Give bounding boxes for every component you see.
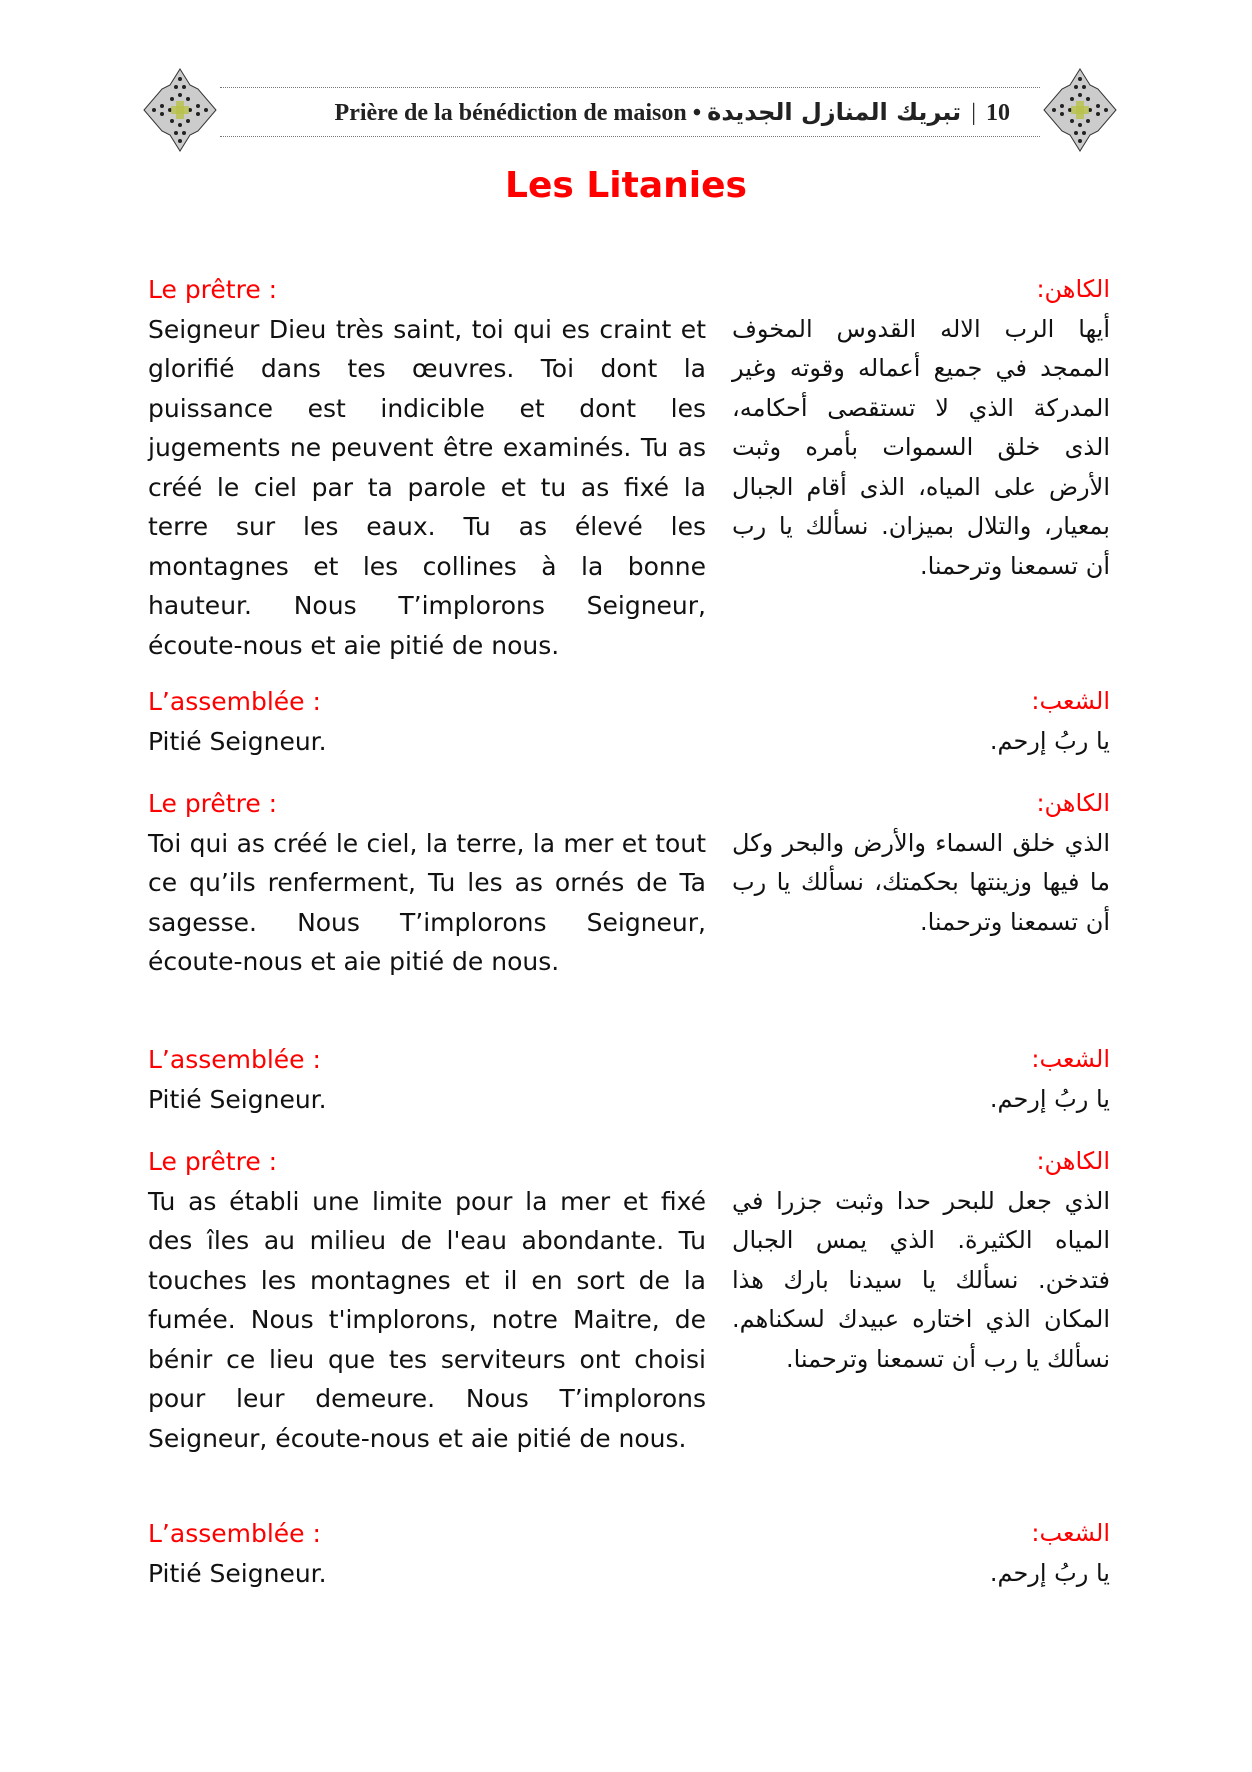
arabic-column — [732, 1514, 1110, 1593]
response-text-fr: Pitié Seigneur. — [148, 1558, 327, 1588]
role-label-ar: الكاهن: — [1036, 275, 1110, 303]
role-label-fr: L’assemblée : — [148, 1519, 321, 1548]
role-label-fr: L’assemblée : — [148, 1045, 321, 1074]
french-column — [148, 682, 706, 761]
header-text — [335, 88, 1010, 136]
role-label-fr: Le prêtre : — [148, 1147, 278, 1176]
header-separator: | — [971, 100, 976, 126]
french-column — [148, 1514, 706, 1593]
response-text-ar: يا ربُ إرحم. — [989, 1084, 1110, 1113]
prayer-text-ar: الذي خلق السماء والأرض والبحر وكل ما فيها وزينتها بحكمتك، نسألك يا رب أن تسمعنا وترحمنا. — [732, 828, 1110, 936]
response-text-fr: Pitié Seigneur. — [148, 726, 327, 756]
role-label-ar: الكاهن: — [1036, 789, 1110, 817]
arabic-column — [732, 1040, 1110, 1119]
prayer-text-fr: Toi qui as créé le ciel, la terre, la mer et tout ce qu’ils renferment, Tu les as ornés de Ta sagesse. Nous T’implorons Seigneur, écoute-nous et aie pitié de nous. — [148, 828, 706, 976]
arabic-column — [732, 682, 1110, 761]
running-header — [140, 65, 1120, 155]
role-label-ar: الشعب: — [1031, 687, 1110, 715]
french-column — [148, 1142, 706, 1458]
role-label-fr: Le prêtre : — [148, 275, 278, 304]
role-label-ar: الكاهن: — [1036, 1147, 1110, 1175]
page-title: Les Litanies — [505, 165, 747, 206]
prayer-text-ar: الذي جعل للبحر حدا وثبت جزرا في المياه الكثيرة. الذي يمس الجبال فتدخن. نسألك يا سيدنا بارك هذا المكان الذي اختاره عبيدك لسكناهم. نسألك يا رب أن تسمعنا وترحمنا. — [732, 1186, 1110, 1373]
header-bullet: • — [692, 100, 702, 126]
french-column — [148, 270, 706, 665]
role-label-fr: Le prêtre : — [148, 789, 278, 818]
header-title-fr: Prière de la bénédiction de maison — [334, 100, 687, 126]
prayer-text-fr: Seigneur Dieu très saint, toi qui es craint et glorifié dans tes œuvres. Toi dont la puissance est indicible et dont les jugements ne peuvent être examinés. Tu as créé le ciel par ta parole et tu as fixé la terre sur les eaux. Tu as élevé les montagnes et les collines à la bonne hauteur. Nous T’implorons Seigneur, écoute-nous et aie pitié de nous. — [148, 314, 706, 660]
role-label-ar: الشعب: — [1031, 1519, 1110, 1547]
page-number: 10 — [986, 100, 1010, 126]
french-column — [148, 784, 706, 982]
arabic-column — [732, 784, 1110, 942]
response-text-fr: Pitié Seigneur. — [148, 1084, 327, 1114]
arabic-column — [732, 1142, 1110, 1379]
coptic-cross-ornament-icon — [1040, 65, 1120, 155]
role-label-fr: L’assemblée : — [148, 687, 321, 716]
response-text-ar: يا ربُ إرحم. — [989, 1558, 1110, 1587]
header-title-ar: تبريك المنازل الجديدة — [707, 98, 962, 126]
arabic-column — [732, 270, 1110, 586]
prayer-text-fr: Tu as établi une limite pour la mer et fixé des îles au milieu de l'eau abondante. Tu touches les montagnes et il en sort de la fumée. Nous t'implorons, notre Maitre, de bénir ce lieu que tes serviteurs ont choisi pour leur demeure. Nous T’implorons Seigneur, écoute-nous et aie pitié de nous. — [148, 1186, 706, 1453]
response-text-ar: يا ربُ إرحم. — [989, 726, 1110, 755]
header-band — [220, 87, 1040, 137]
french-column — [148, 1040, 706, 1119]
prayer-text-ar: أيها الرب الاله القدوس المخوف الممجد في جميع أعماله وقوته وغير المدركة الذي لا تستقصى أحكامه، الذى خلق السموات بأمره وثبت الأرض على المياه، الذى أقام الجبال بمعيار، والتلال بميزان. نسألك يا رب أن تسمعنا وترحمنا. — [732, 314, 1110, 580]
role-label-ar: الشعب: — [1031, 1045, 1110, 1073]
coptic-cross-ornament-icon — [140, 65, 220, 155]
